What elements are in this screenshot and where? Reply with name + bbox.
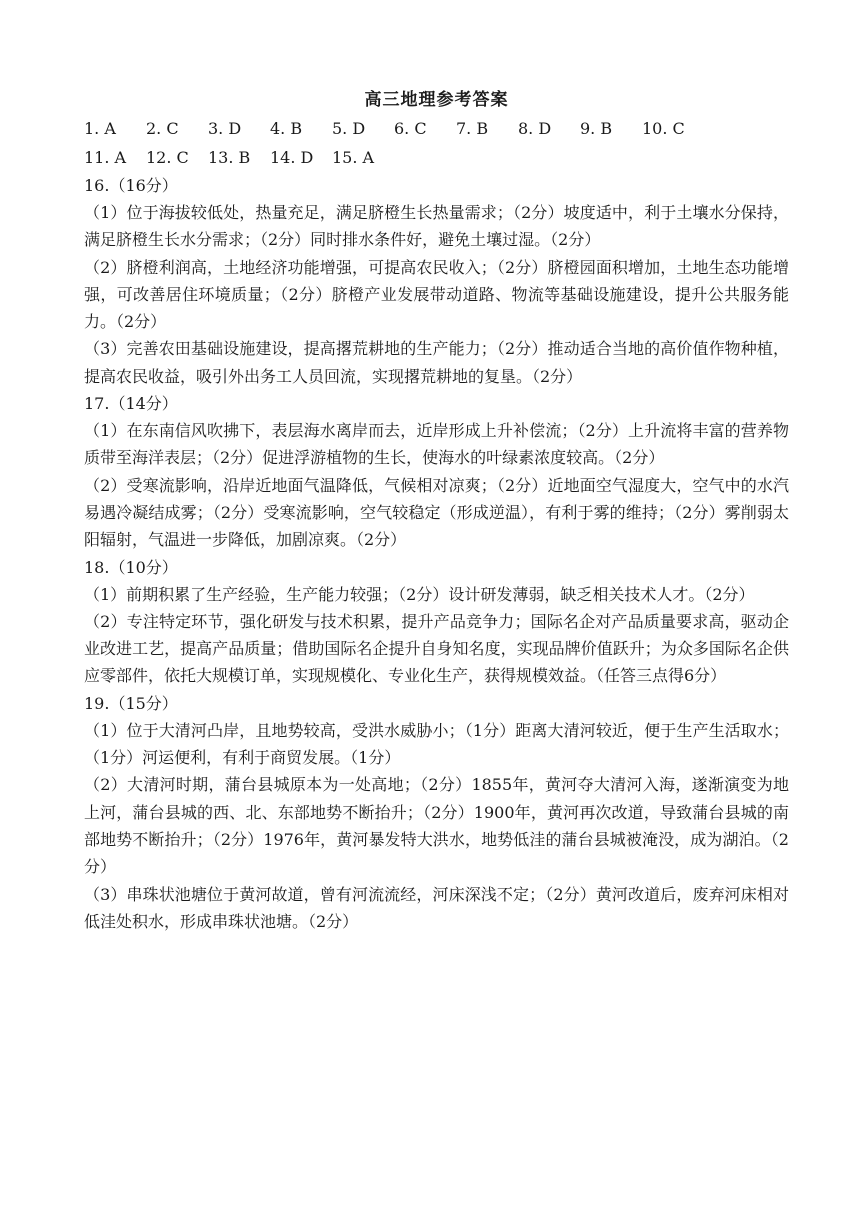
answer-part: （1）位于海拔较低处，热量充足，满足脐橙生长热量需求；（2分）坡度适中，利于土壤水分保持，满足脐橙生长水分需求；（2分）同时排水条件好，避免土壤过湿。（2分） (84, 203, 789, 250)
mc-answer: 11. A (84, 148, 127, 167)
answer-part: （3）串珠状池塘位于黄河故道，曾有河流流经，河床深浅不定；（2分）黄河改道后，废弃河床相对低洼处积水，形成串珠状池塘。（2分） (84, 884, 789, 931)
page-title: 高三地理参考答案 (364, 90, 509, 110)
mc-answer: 5. D (332, 119, 366, 138)
mc-answer: 7. B (456, 119, 489, 138)
answer-part: （2）脐橙利润高，土地经济功能增强，可提高农民收入；（2分）脐橙园面积增加，土地生态功能增强，可改善居住环境质量；（2分）脐橙产业发展带动道路、物流等基础设施建设，提升公共服务能力。（2分） (84, 257, 789, 332)
mc-answer: 12. C (146, 148, 189, 167)
multiple-choice-row-2 (84, 143, 789, 172)
mc-answer: 8. D (518, 119, 552, 138)
mc-answer: 4. B (270, 119, 303, 138)
answer-part: （1）前期积累了生产经验，生产能力较强；（2分）设计研发薄弱，缺乏相关技术人才。（2分） (84, 584, 755, 604)
mc-answer: 15. A (332, 148, 375, 167)
mc-answer: 14. D (270, 148, 314, 167)
answer-part: （2）专注特定环节，强化研发与技术积累，提升产品竞争力；国际名企对产品质量要求高，驱动企业改进工艺，提高产品质量；借助国际名企提升自身知名度，实现品牌价值跃升；为众多国际名企供应零部件，依托大规模订单，实现规模化、专业化生产，获得规模效益。（任答三点得6分） (84, 611, 789, 686)
question-18 (84, 554, 789, 690)
question-17 (84, 390, 789, 553)
answer-part: （1）位于大清河凸岸，且地势较高，受洪水威胁小；（1分）距离大清河较近，便于生产生活取水；（1分）河运便利，有利于商贸发展。（1分） (84, 720, 789, 768)
mc-answer: 10. C (642, 119, 685, 138)
mc-answer: 9. B (580, 119, 613, 138)
multiple-choice-row-1 (84, 114, 789, 143)
question-header: 18.（10分） (84, 557, 178, 577)
mc-answer: 1. A (84, 119, 116, 138)
answer-part: （2）受寒流影响，沿岸近地面气温降低，气候相对凉爽；（2分）近地面空气湿度大，空气中的水汽易遇冷凝结成雾；（2分）受寒流影响，空气较稳定（形成逆温），有利于雾的维持；（2分）雾削弱太阳辐射，气温进一步降低，加剧凉爽。（2分） (84, 475, 789, 550)
mc-answer: 2. C (146, 119, 179, 138)
mc-answer: 6. C (394, 119, 427, 138)
question-19 (84, 690, 789, 935)
question-16 (84, 172, 789, 390)
question-header: 19.（15分） (84, 693, 178, 713)
mc-answer: 3. D (208, 119, 242, 138)
answer-part: （2）大清河时期，蒲台县城原本为一处高地；（2分）1855年，黄河夺大清河入海，遂渐演变为地上河，蒲台县城的西、北、东部地势不断抬升；（2分）1900年，黄河再次改道，导致蒲台县城的南部地势不断抬升；（2分）1976年，黄河暴发特大洪水，地势低洼的蒲台县城被淹没，成为湖泊。（2分） (84, 775, 789, 877)
mc-answer: 13. B (208, 148, 251, 167)
answer-part: （1）在东南信风吹拂下，表层海水离岸而去，近岸形成上升补偿流；（2分）上升流将丰富的营养物质带至海洋表层；（2分）促进浮游植物的生长，使海水的叶绿素浓度较高。（2分） (84, 421, 789, 468)
answer-part: （3）完善农田基础设施建设，提高撂荒耕地的生产能力；（2分）推动适合当地的高价值作物种植，提高农民收益，吸引外出务工人员回流，实现撂荒耕地的复垦。（2分） (84, 339, 789, 386)
question-header: 17.（14分） (84, 394, 178, 414)
question-header: 16.（16分） (84, 176, 178, 195)
answer-sheet (84, 86, 789, 935)
